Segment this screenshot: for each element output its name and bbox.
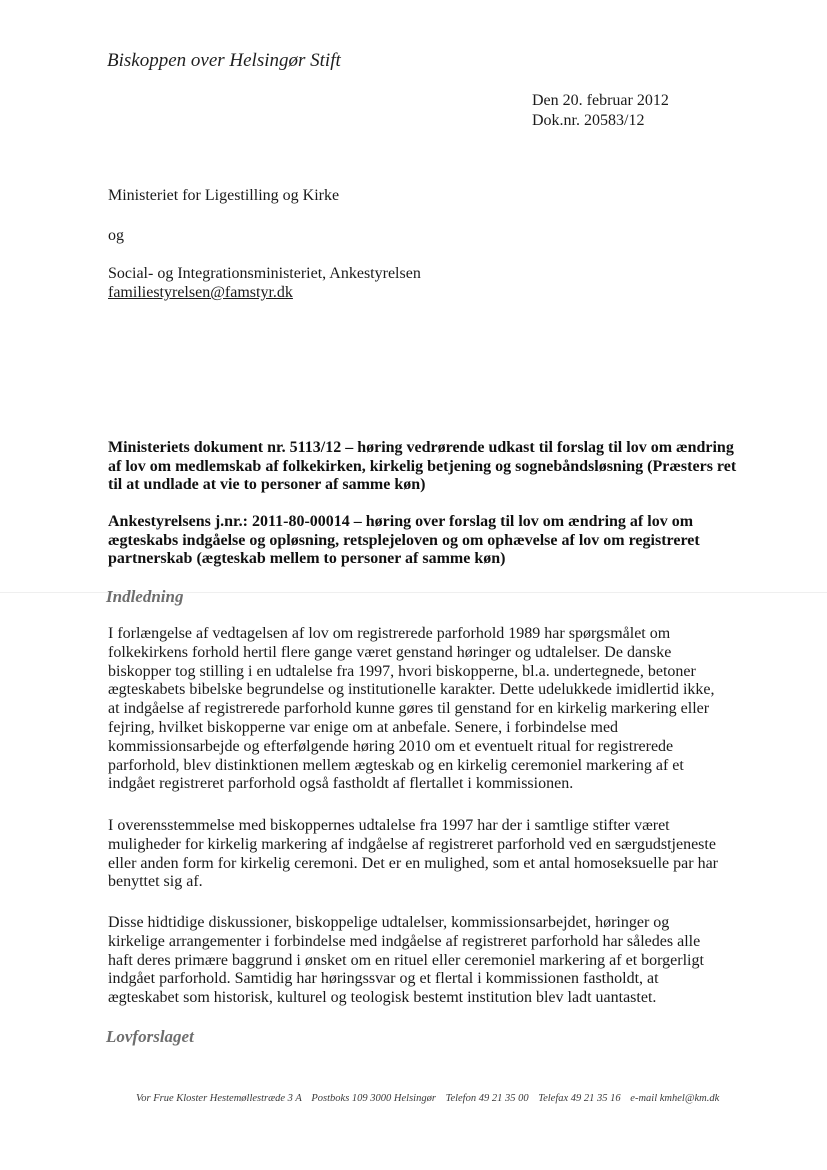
footer-email: e-mail kmhel@km.dk xyxy=(630,1093,720,1104)
recipient-ministry-church: Ministeriet for Ligestilling og Kirke xyxy=(108,187,340,204)
paragraph-line: fejring, hvilket biskopperne var enige om at anbefale. Senere, i forbindelse med xyxy=(108,718,619,736)
paragraph-line: ægteskabets bibelske begrundelse og institutionelle karakter. Dette udelukkede imidlertid ikke, xyxy=(108,681,715,699)
subject-ankestyrelsen xyxy=(108,513,738,569)
letter-footer xyxy=(136,1093,726,1104)
subject-line: ægteskabs indgåelse og opløsning, retsplejeloven og om ophævelse af lov om registreret xyxy=(108,531,700,549)
paragraph-line: I overensstemmelse med biskoppernes udtalelse fra 1997 har der i samtlige stifter været xyxy=(108,817,670,834)
paragraph-line: haft deres primære baggrund i ønsket om en rituel eller ceremoniel markering af et borgerligt xyxy=(108,951,704,969)
paragraph-line: parforhold, blev distinktionen mellem ægteskab og en kirkelig ceremoniel markering af et xyxy=(108,756,684,774)
paragraph-line: kirkelige arrangementer i forbindelse med indgåelse af registreret parforhold har således alle xyxy=(108,932,701,950)
letterhead-title: Biskoppen over Helsingør Stift xyxy=(107,50,341,71)
subject-ministry-document xyxy=(108,439,738,495)
footer-postbox: Postboks 109 3000 Helsingør xyxy=(311,1093,436,1104)
paragraph-line: ægteskabet som historisk, kulturel og teologisk bestemt institution blev ladt uantastet. xyxy=(108,989,657,1007)
paragraph-intro-1 xyxy=(108,625,748,794)
subject-line: partnerskab (ægteskab mellem to personer af samme køn) xyxy=(108,550,506,567)
paragraph-line: muligheder for kirkelig markering af indgåelse af registreret parforhold ved en særgudstjeneste xyxy=(108,835,716,853)
date-block xyxy=(532,91,669,131)
recipient-ministry-social: Social- og Integrationsministeriet, Ankestyrelsen xyxy=(108,265,421,282)
recipient-email-link[interactable]: familiestyrelsen@famstyr.dk xyxy=(108,284,293,301)
recipient-conjunction: og xyxy=(108,227,124,244)
paragraph-line: eller anden form for kirkelig ceremoni. Det er en mulighed, som et antal homoseksuelle par har xyxy=(108,854,719,872)
section-heading-law: Lovforslaget xyxy=(106,1027,194,1046)
paragraph-line: at indgåelse af registrerede parforhold kunne gøres til genstand for en kirkelig markering eller xyxy=(108,700,710,718)
paragraph-line: biskopper tog stilling i en udtalelse fra 1997, hvori biskopperne, bl.a. undertegnede, betoner xyxy=(108,662,696,680)
footer-phone: Telefon 49 21 35 00 xyxy=(445,1093,529,1104)
paragraph-intro-2 xyxy=(108,817,748,892)
footer-fax: Telefax 49 21 35 16 xyxy=(538,1093,621,1104)
subject-line: af lov om medlemskab af folkekirken, kirkelig betjening og sognebåndsløsning (Præsters ret xyxy=(108,457,737,475)
section-heading-intro: Indledning xyxy=(106,587,184,606)
footer-address: Vor Frue Kloster Hestemøllestræde 3 A xyxy=(136,1093,302,1104)
paragraph-line: folkekirkens forhold hertil flere gange været genstand høringer og udtalelser. De danske xyxy=(108,643,672,661)
paragraph-line: I forlængelse af vedtagelsen af lov om registrerede parforhold 1989 har spørgsmålet om xyxy=(108,625,671,642)
subject-line: Ministeriets dokument nr. 5113/12 – høring vedrørende udkast til forslag til lov om ændring xyxy=(108,439,734,456)
subject-line: til at undlade at vie to personer af samme køn) xyxy=(108,476,426,493)
subject-line: Ankestyrelsens j.nr.: 2011-80-00014 – høring over forslag til lov om ændring af lov om xyxy=(108,513,694,530)
paragraph-line: indgået registreret parforhold også fastholdt af flertallet i kommissionen. xyxy=(108,775,574,793)
letter-date: Den 20. februar 2012 xyxy=(532,92,669,109)
paragraph-line: Disse hidtidige diskussioner, biskoppelige udtalelser, kommissionsarbejdet, høringer og xyxy=(108,914,670,931)
paragraph-line: kommissionsarbejde og efterfølgende høring 2010 om et eventuelt ritual for registrerede xyxy=(108,737,674,755)
document-number: Dok.nr. 20583/12 xyxy=(532,112,645,129)
paragraph-line: indgået parforhold. Samtidig har høringssvar og et flertal i kommissionen fastholdt, at xyxy=(108,970,659,988)
paragraph-intro-3 xyxy=(108,914,748,1008)
paragraph-line: benyttet sig af. xyxy=(108,873,203,891)
